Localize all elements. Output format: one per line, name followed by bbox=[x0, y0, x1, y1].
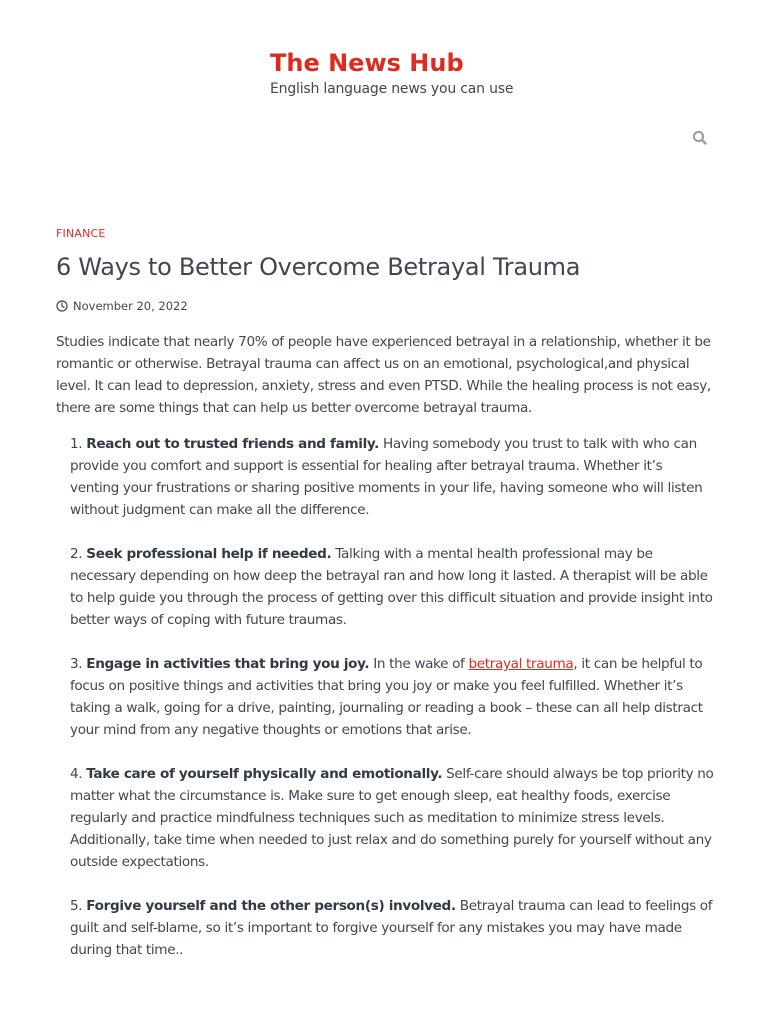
search-icon bbox=[690, 128, 710, 148]
tip-text: Having somebody you trust to talk with who can provide you comfort and support is essential for healing after betrayal trauma. Whether it’s venting your frustrations or sharing positive moments in your life, having someone who will listen without judgment can make all the difference. bbox=[70, 436, 703, 518]
post-date-text: November 20, 2022 bbox=[73, 299, 188, 313]
tip-heading: Engage in activities that bring you joy. bbox=[86, 656, 370, 672]
tip-number: 1. bbox=[70, 436, 83, 452]
site-tagline: English language news you can use bbox=[270, 81, 514, 97]
betrayal-trauma-link[interactable]: betrayal trauma bbox=[468, 656, 574, 672]
tip-heading: Reach out to trusted friends and family. bbox=[86, 436, 379, 452]
tip-text-before-link: In the wake of bbox=[373, 656, 465, 672]
post-date bbox=[56, 298, 714, 314]
tip-heading: Forgive yourself and the other person(s) involved. bbox=[86, 898, 456, 914]
tip-item-2 bbox=[70, 543, 714, 631]
search-button[interactable] bbox=[690, 128, 710, 148]
article-intro: Studies indicate that nearly 70% of people have experienced betrayal in a relationship, whether it be romantic or otherwise. Betrayal trauma can affect us on an emotional, psychological,and physical level. It can lead to depression, anxiety, stress and even PTSD. While the healing process is not easy, there are some things that can help us better overcome betrayal trauma. bbox=[56, 334, 711, 416]
tip-number: 5. bbox=[70, 898, 83, 914]
tip-number: 3. bbox=[70, 656, 83, 672]
tip-heading: Take care of yourself physically and emotionally. bbox=[86, 766, 443, 782]
tip-item-1 bbox=[70, 433, 714, 521]
tip-text-after-link: , it can be helpful to focus on positive things and activities that bring you joy or make you feel fulfilled. Whether it’s taking a walk, going for a drive, painting, journaling or reading a book – these can all help distract your mind from any negative thoughts or emotions that arise. bbox=[70, 656, 703, 738]
tip-text: Betrayal trauma can lead to feelings of guilt and self-blame, so it’s important to forgive yourself for any mistakes you may have made during that time.. bbox=[70, 898, 713, 958]
tip-item-4 bbox=[70, 763, 714, 873]
site-title[interactable]: The News Hub bbox=[270, 49, 464, 77]
tip-text: Talking with a mental health professional may be necessary depending on how deep the betrayal ran and how long it lasted. A therapist will be able to help guide you through the process of getting over this difficult situation and provide insight into better ways of coping with future traumas. bbox=[70, 546, 713, 628]
category-link[interactable]: FINANCE bbox=[56, 227, 106, 240]
article bbox=[56, 226, 714, 983]
article-title: 6 Ways to Better Overcome Betrayal Trauma bbox=[56, 253, 581, 281]
clock-icon bbox=[56, 300, 68, 312]
tip-item-5 bbox=[70, 895, 714, 961]
tip-heading: Seek professional help if needed. bbox=[86, 546, 332, 562]
tips-list bbox=[70, 433, 714, 961]
tip-number: 4. bbox=[70, 766, 83, 782]
tip-number: 2. bbox=[70, 546, 83, 562]
site-header bbox=[270, 46, 513, 99]
tip-item-3 bbox=[70, 653, 714, 741]
tip-text: Self-care should always be top priority no matter what the circumstance is. Make sure to get enough sleep, eat healthy foods, exercise regularly and practice mindfulness techniques such as meditation to minimize stress levels. Additionally, take time when needed to just relax and do something purely for yourself without any outside expectations. bbox=[70, 766, 714, 870]
